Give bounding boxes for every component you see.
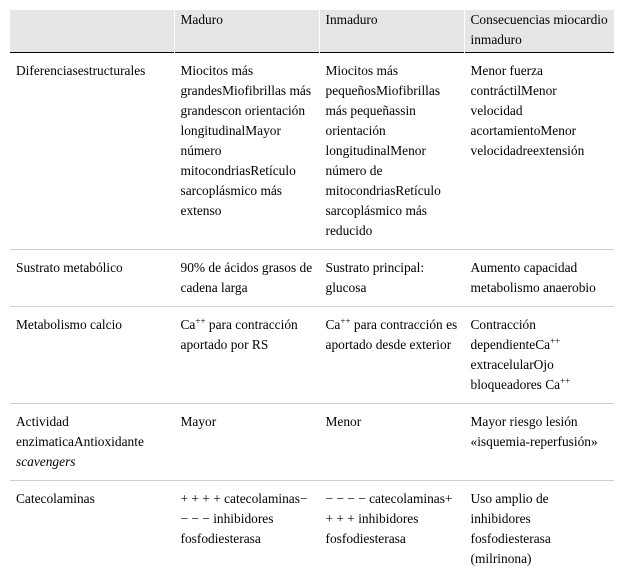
cell-consecuencias: Mayor riesgo lesión «isquemia-reperfusión» — [464, 404, 614, 481]
table-row — [10, 307, 614, 404]
row-label: Catecolaminas — [16, 491, 95, 506]
superscript: ++ — [340, 316, 351, 326]
cell-maduro: Mayor — [174, 404, 319, 481]
row-label — [10, 404, 174, 481]
cell-maduro — [174, 307, 319, 404]
cell-text: para contracción es aportado desde exterior — [325, 317, 458, 352]
cell-text: Contracción dependienteCa — [470, 317, 551, 352]
header-consecuencias: Consecuencias miocardio inmaduro — [464, 10, 614, 53]
table-row — [10, 53, 614, 250]
cell-inmaduro: Menor — [319, 404, 464, 481]
cell-inmaduro: − − − − catecolaminas+ + + + inhibidores fosfodiesterasa — [319, 481, 464, 578]
header-empty — [10, 10, 174, 53]
cell-text: extracelularOjo bloqueadores Ca — [470, 357, 561, 392]
cell-consecuencias: Menor fuerza contráctilMenor velocidad acortamientoMenor velocidadreextensión — [464, 53, 614, 250]
header-maduro: Maduro — [174, 10, 319, 53]
cell-consecuencias — [464, 307, 614, 404]
cell-text: Ca — [180, 317, 196, 332]
cell-inmaduro: Sustrato principal: glucosa — [319, 250, 464, 307]
cell-text: para contracción aportado por RS — [180, 317, 298, 352]
cell-maduro: + + + + catecolaminas− − − − inhibidores fosfodiesterasa — [174, 481, 319, 578]
cell-text: Ca — [325, 317, 341, 332]
cell-maduro: Miocitos más grandesMiofibrillas más grandescon orientación longitudinalMayor número mitocondriasRetículo sarcoplásmico más extenso — [174, 53, 319, 250]
row-label: Diferenciasestructurales — [10, 53, 174, 250]
table-row — [10, 481, 614, 578]
comparison-table — [10, 10, 614, 577]
superscript: ++ — [560, 376, 571, 386]
header-row — [10, 10, 614, 53]
cell-inmaduro: Miocitos más pequeñosMiofibrillas más pequeñassin orientación longitudinalMenor número de mitocondriasRetículo sarcoplásmico más reducido — [319, 53, 464, 250]
row-label: Metabolismo calcio — [10, 307, 174, 404]
label-text: Actividad enzimaticaAntioxidante — [16, 414, 144, 449]
superscript: ++ — [195, 316, 206, 326]
header-inmaduro: Inmaduro — [319, 10, 464, 53]
cell-consecuencias: Uso amplio de inhibidores fosfodiesterasa (milrinona) — [464, 481, 614, 578]
cell-consecuencias: Aumento capacidad metabolismo anaerobio — [464, 250, 614, 307]
row-label: Sustrato metabólico — [10, 250, 174, 307]
label-italic: scavengers — [16, 454, 76, 469]
table-row — [10, 404, 614, 481]
superscript: ++ — [550, 336, 561, 346]
table-row — [10, 250, 614, 307]
cell-inmaduro — [319, 307, 464, 404]
cell-maduro: 90% de ácidos grasos de cadena larga — [174, 250, 319, 307]
